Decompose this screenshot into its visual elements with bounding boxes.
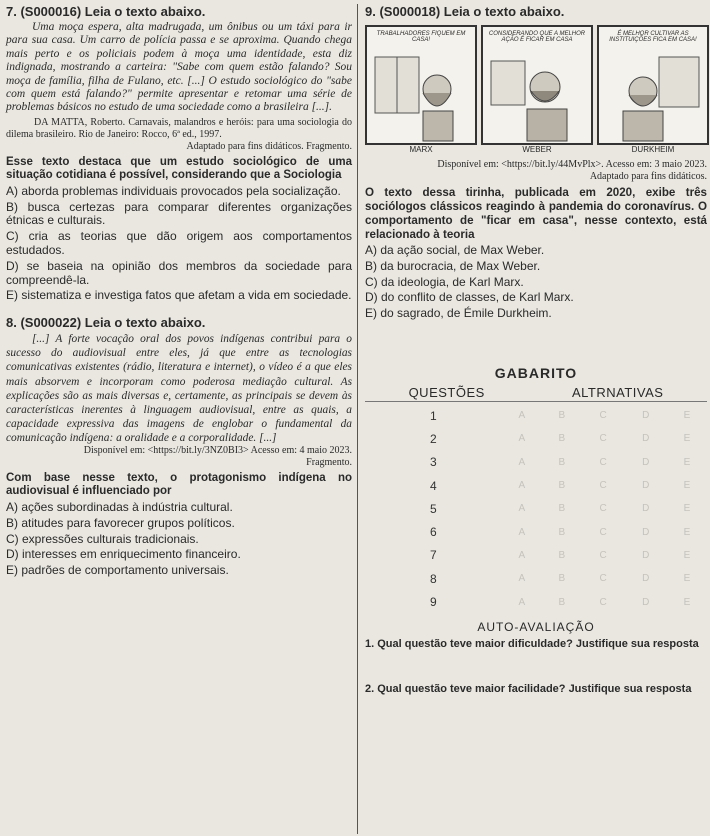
answer-option-a[interactable]: A — [518, 596, 526, 608]
answer-option-b[interactable]: B — [558, 433, 566, 445]
panel-name-marx: MARX — [409, 145, 433, 154]
left-column — [6, 4, 352, 578]
answer-option-a[interactable]: A — [518, 433, 526, 445]
q8-alt-c[interactable]: C) expressões culturais tradicionais. — [6, 531, 199, 546]
answer-row-number: 2 — [430, 431, 437, 446]
answer-option-c[interactable]: C — [599, 480, 607, 492]
answer-option-d[interactable]: D — [642, 596, 650, 608]
q8-passage: [...] A forte vocação oral dos povos indígenas contribui para o sucesso do audiovisual entre eles, já que entre as tecnologias comunicativas existentes (rádio, literatura e internet), o vídeo é a que eles mais absorvem e incorporam como poderosa mediação cultural. As explicações são as mais diversas e, certamente, as principais se devem às características inerentes à linguagem audiovisual, entre as quais, a capacidade expressiva das imagens de englobar o fundamental da comunicação indígena: a oralidade e a corporalidade. [...] — [6, 333, 352, 444]
answer-option-c[interactable]: C — [599, 573, 607, 585]
answer-row — [365, 474, 707, 497]
auto-question-1: 1. Qual questão teve maior dificuldade? Justifique sua resposta — [365, 637, 699, 650]
answer-option-d[interactable]: D — [642, 503, 650, 515]
q9-alt-c[interactable]: C) da ideologia, de Karl Marx. — [365, 274, 524, 289]
q7-alt-b[interactable]: B) busca certezas para comparar diferentes organizações étnicas e culturais. — [6, 199, 352, 228]
answer-option-b[interactable]: B — [558, 596, 566, 608]
q8-stem: Com base nesse texto, o protagonismo indígena no audiovisual é influenciado por — [6, 471, 352, 498]
answer-option-a[interactable]: A — [518, 480, 526, 492]
q7-passage: Uma moça espera, alta madrugada, um ônibus ou um táxi para ir para sua casa. Um carro de polícia passa e se aproxima. Quando chega mais perto e os policiais podem à moça uma identidade, esta diz indignada, mostrando a carteira: "Sabe com quem estão falando? Sou moça de família, filha de Fulano, etc. [...] O estudo sociológico do "sabe com quem está falando?" permite apresentar e retomar uma série de problemas básicos no estudo de uma sociedade como a brasileira [...]. — [6, 21, 352, 114]
q8-header: 8. (S000022) Leia o texto abaixo. — [6, 315, 206, 331]
durkheim-figure-icon — [599, 27, 707, 143]
answer-option-d[interactable]: D — [642, 410, 650, 422]
q7-alt-a[interactable]: A) aborda problemas individuais provocados pela socialização. — [6, 183, 341, 198]
answer-option-d[interactable]: D — [642, 526, 650, 538]
q7-stem: Esse texto destaca que um estudo sociológico de uma situação cotidiana é possível, considerando que a Sociologia — [6, 155, 352, 182]
answer-option-e[interactable]: E — [683, 456, 691, 468]
answer-option-b[interactable]: B — [558, 410, 566, 422]
comic-strip — [365, 25, 707, 159]
q8-alt-d[interactable]: D) interesses em enriquecimento financeiro. — [6, 547, 241, 562]
answer-option-d[interactable]: D — [642, 573, 650, 585]
answer-row-number: 6 — [430, 525, 437, 540]
auto-answer-1-area[interactable] — [365, 651, 707, 679]
q8-alt-b[interactable]: B) atitudes para favorecer grupos políticos. — [6, 515, 235, 530]
auto-avaliacao-title: AUTO-AVALIAÇÃO — [477, 619, 595, 634]
answer-option-c[interactable]: C — [599, 503, 607, 515]
answer-grid — [365, 404, 707, 614]
answer-option-d[interactable]: D — [642, 456, 650, 468]
answer-row-number: 5 — [430, 501, 437, 516]
q8-fragment: Fragmento. — [306, 456, 352, 468]
answer-option-e[interactable]: E — [683, 410, 691, 422]
q8-source: Disponível em: <https://bit.ly/3NZ0BI3> Acesso em: 4 maio 2023. — [83, 444, 352, 456]
answer-row — [365, 427, 707, 450]
q9-source: Disponível em: <https://bit.ly/44MvPlx>. Acesso em: 3 maio 2023. — [437, 159, 707, 170]
panel-name-weber: WEBER — [522, 145, 552, 154]
answer-row-number: 4 — [430, 478, 437, 493]
q9-header: 9. (S000018) Leia o texto abaixo. — [365, 4, 565, 19]
gabarito-col-questoes: QUESTÕES — [408, 384, 485, 400]
comic-panel-marx — [365, 25, 477, 145]
answer-option-a[interactable]: A — [518, 549, 526, 561]
answer-option-b[interactable]: B — [558, 526, 566, 538]
answer-row-number: 1 — [430, 408, 437, 423]
answer-option-e[interactable]: E — [683, 503, 691, 515]
q8-alt-e[interactable]: E) padrões de comportamento universais. — [6, 563, 229, 578]
marx-figure-icon — [367, 27, 475, 143]
answer-option-a[interactable]: A — [518, 573, 526, 585]
panel-caption-marx: TRABALHADORES FIQUEM EM CASA! — [376, 31, 466, 43]
answer-row — [365, 497, 707, 520]
answer-option-c[interactable]: C — [599, 596, 607, 608]
answer-option-c[interactable]: C — [599, 526, 607, 538]
answer-row-number: 8 — [430, 571, 437, 586]
auto-question-2: 2. Qual questão teve maior facilidade? Justifique sua resposta — [365, 682, 692, 695]
q8-alt-a[interactable]: A) ações subordinadas à indústria cultural. — [6, 499, 233, 514]
answer-option-d[interactable]: D — [642, 549, 650, 561]
answer-option-b[interactable]: B — [558, 456, 566, 468]
answer-row-number: 3 — [430, 455, 437, 470]
answer-option-a[interactable]: A — [518, 410, 526, 422]
comic-panel-weber — [481, 25, 593, 145]
auto-answer-2-area[interactable] — [365, 696, 707, 736]
answer-row-number: 7 — [430, 548, 437, 563]
gabarito-col-alternativas: ALTRNATIVAS — [571, 384, 664, 400]
answer-row — [365, 567, 707, 590]
answer-row — [365, 520, 707, 543]
comic-panel-durkheim — [597, 25, 709, 145]
panel-caption-durkheim: É MELHOR CULTIVAR AS INSTITUIÇÕES FICA EM CASA! — [609, 31, 697, 43]
answer-row — [365, 590, 707, 613]
answer-option-c[interactable]: C — [599, 549, 607, 561]
q7-alt-c[interactable]: C) cria as teorias que dão origem aos comportamentos estudados. — [6, 229, 352, 258]
answer-option-e[interactable]: E — [683, 573, 691, 585]
answer-option-c[interactable]: C — [599, 433, 607, 445]
answer-option-e[interactable]: E — [683, 480, 691, 492]
answer-row — [365, 544, 707, 567]
q7-alt-e[interactable]: E) sistematiza e investiga fatos que afetam a vida em sociedade. — [6, 288, 352, 303]
answer-row — [365, 451, 707, 474]
column-divider — [357, 4, 358, 834]
panel-name-durkheim: DURKHEIM — [631, 145, 675, 154]
q9-alt-a[interactable]: A) da ação social, de Max Weber. — [365, 243, 545, 257]
answer-option-b[interactable]: B — [558, 503, 566, 515]
answer-option-b[interactable]: B — [558, 573, 566, 585]
answer-option-e[interactable]: E — [683, 549, 691, 561]
answer-option-a[interactable]: A — [518, 503, 526, 515]
q7-header: 7. (S000016) Leia o texto abaixo. — [6, 4, 206, 19]
q9-alt-e[interactable]: E) do sagrado, de Émile Durkheim. — [365, 306, 552, 321]
answer-option-d[interactable]: D — [642, 480, 650, 492]
answer-option-d[interactable]: D — [642, 433, 650, 445]
q9-alt-d[interactable]: D) do conflito de classes, de Karl Marx. — [365, 290, 574, 305]
answer-option-e[interactable]: E — [683, 596, 691, 608]
answer-option-b[interactable]: B — [558, 480, 566, 492]
gabarito-title: GABARITO — [494, 364, 578, 381]
q9-alt-b[interactable]: B) da burocracia, de Max Weber. — [365, 258, 541, 273]
answer-option-e[interactable]: E — [683, 526, 691, 538]
right-column — [365, 4, 707, 736]
gabarito-header — [365, 385, 707, 402]
answer-option-a[interactable]: A — [518, 456, 526, 468]
weber-figure-icon — [483, 27, 591, 143]
q7-adapted: Adaptado para fins didáticos. Fragmento. — [186, 140, 352, 152]
answer-option-c[interactable]: C — [599, 456, 607, 468]
answer-row-number: 9 — [430, 595, 437, 609]
q9-stem: O texto dessa tirinha, publicada em 2020, exibe três sociólogos clássicos reagindo à pandemia do coronavírus. O comportamento de "ficar em casa", nesse contexto, está relacionado à teoria — [365, 186, 707, 241]
q9-adapted: Adaptado para fins didáticos. — [589, 171, 707, 182]
answer-row — [365, 404, 707, 427]
answer-option-b[interactable]: B — [558, 549, 566, 561]
q7-alt-d[interactable]: D) se baseia na opinião dos membros da sociedade para compreendê-la. — [6, 258, 352, 287]
answer-option-a[interactable]: A — [518, 526, 526, 538]
answer-option-e[interactable]: E — [683, 433, 691, 445]
q7-source: DA MATTA, Roberto. Carnavais, malandros e heróis: para uma sociologia do dilema brasileiro. Rio de Janeiro: Rocco, 6ª ed., 1997. — [6, 116, 352, 140]
panel-caption-weber: CONSIDERANDO QUE A MELHOR AÇÃO É FICAR EM CASA — [488, 31, 586, 43]
answer-option-c[interactable]: C — [599, 410, 607, 422]
